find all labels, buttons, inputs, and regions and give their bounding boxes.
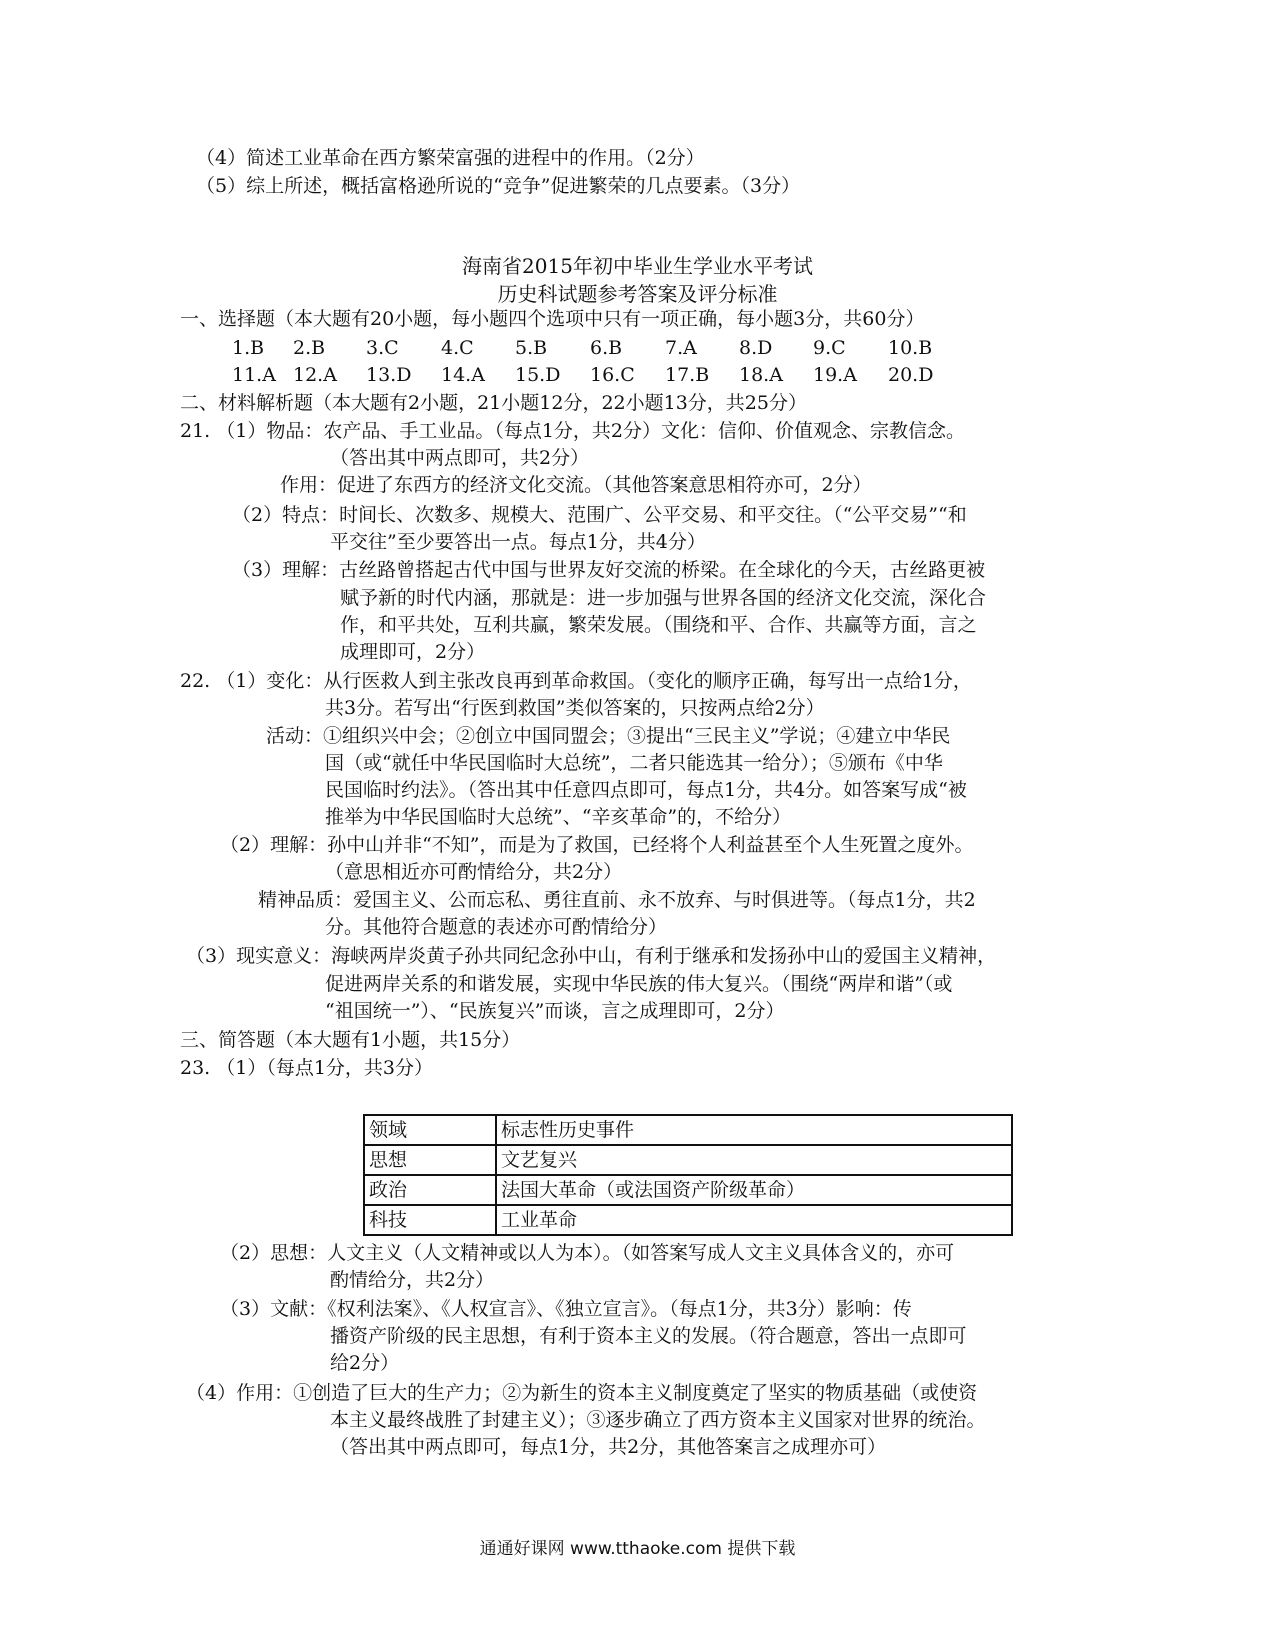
q22-line: （2）理解：孙中山并非“不知”，而是为了救国，已经将个人利益甚至个人生死置之度外。 (220, 834, 974, 856)
footer-source: 通通好课网 www.tthaoke.com 提供下载 (479, 1539, 796, 1559)
answer-item: 20.D (888, 364, 934, 386)
q21-line: （2）特点：时间长、次数多、规模大、范围广、公平交易、和平交往。（“公平交易”“和 (232, 504, 967, 526)
q23-intro: 23. （1）（每点1分，共3分） (180, 1057, 434, 1079)
q23-line: （2）思想：人文主义（人文精神或以人为本）。（如答案写成人文主义具体含义的，亦可 (220, 1242, 955, 1264)
answer-item: 17.B (665, 364, 710, 386)
q21-line: （答出其中两点即可，共2分） (330, 447, 590, 469)
section1-heading: 一、选择题（本大题有20小题，每小题四个选项中只有一项正确，每小题3分，共60分） (180, 308, 925, 330)
table-row (364, 1145, 1012, 1175)
q21-line: 作，和平共处，互利共赢，繁荣发展。（围绕和平、合作、共赢等方面，言之 (340, 614, 977, 636)
table-row (364, 1205, 1012, 1235)
answer-item: 2.B (293, 337, 326, 359)
section3-heading: 三、简答题（本大题有1小题，共15分） (180, 1029, 521, 1051)
answer-item: 1.B (232, 337, 265, 359)
q21-line: 成理即可，2分） (340, 641, 486, 663)
answer-item: 16.C (590, 364, 635, 386)
table-header-cell: 领域 (364, 1115, 496, 1145)
answer-item: 5.B (515, 337, 548, 359)
page-title: 海南省2015年初中毕业生学业水平考试 (462, 254, 813, 278)
q21-line: 作用：促进了东西方的经济文化交流。（其他答案意思相符亦可，2分） (280, 474, 872, 496)
q21-line: （3）理解：古丝路曾搭起古代中国与世界友好交流的桥梁。在全球化的今天，古丝路更被 (232, 559, 986, 581)
answer-item: 15.D (515, 364, 561, 386)
question-5-text: （5）综上所述，概括富格逊所说的“竞争”促进繁荣的几点要素。（3分） (196, 175, 801, 197)
table-row (364, 1175, 1012, 1205)
q23-line: 播资产阶级的民主思想，有利于资本主义的发展。（符合题意，答出一点即可 (330, 1325, 967, 1347)
answer-item: 10.B (888, 337, 933, 359)
history-events-table (363, 1114, 1013, 1236)
answer-item: 19.A (813, 364, 857, 386)
answer-item: 11.A (232, 364, 276, 386)
answer-item: 13.D (366, 364, 412, 386)
question-4-text: （4）简述工业革命在西方繁荣富强的进程中的作用。（2分） (196, 147, 705, 169)
answer-item: 8.D (739, 337, 773, 359)
q22-line: 促进两岸关系的和谐发展，实现中华民族的伟大复兴。（围绕“两岸和谐”（或 (325, 973, 953, 995)
table-cell: 工业革命 (496, 1205, 1012, 1235)
q21-line: 21. （1）物品：农产品、手工业品。（每点1分，共2分）文化：信仰、价值观念、宗教信念。 (180, 420, 966, 442)
q21-line: 平交往”至少要答出一点。每点1分，共4分） (330, 531, 706, 553)
table-cell: 政治 (364, 1175, 496, 1205)
q22-line: （3）现实意义：海峡两岸炎黄子孙共同纪念孙中山，有利于继承和发扬孙中山的爱国主义精神， (186, 945, 997, 967)
q23-line: 给2分） (330, 1352, 400, 1374)
section2-heading: 二、材料解析题（本大题有2小题，21小题12分，22小题13分，共25分） (180, 392, 807, 414)
q23-line: （4）作用：①创造了巨大的生产力；②为新生的资本主义制度奠定了坚实的物质基础（或使资 (186, 1382, 978, 1404)
answer-item: 18.A (739, 364, 783, 386)
q23-line: （答出其中两点即可，每点1分，共2分，其他答案言之成理亦可） (330, 1436, 887, 1458)
answer-item: 12.A (293, 364, 337, 386)
answer-item: 4.C (441, 337, 474, 359)
q23-line: 酌情给分，共2分） (330, 1269, 495, 1291)
q22-line: 国（或“就任中华民国临时大总统”，二者只能选其一给分）；⑤颁布《中华 (325, 752, 943, 774)
table-cell: 文艺复兴 (496, 1145, 1012, 1175)
page-subtitle: 历史科试题参考答案及评分标准 (497, 282, 778, 306)
answer-item: 3.C (366, 337, 399, 359)
table-header-cell: 标志性历史事件 (496, 1115, 1012, 1145)
q22-line: 22. （1）变化：从行医救人到主张改良再到革命救国。（变化的顺序正确，每写出一点给1分， (180, 670, 972, 692)
q22-line: 活动：①组织兴中会；②创立中国同盟会；③提出“三民主义”学说；④建立中华民 (266, 725, 951, 747)
answer-item: 9.C (813, 337, 846, 359)
answer-item: 14.A (441, 364, 485, 386)
table-header-row (364, 1115, 1012, 1145)
q22-line: “祖国统一”）、“民族复兴”而谈，言之成理即可，2分） (325, 1000, 785, 1022)
answer-item: 6.B (590, 337, 623, 359)
answer-item: 7.A (665, 337, 697, 359)
table-cell: 法国大革命（或法国资产阶级革命） (496, 1175, 1012, 1205)
q22-line: 分。其他符合题意的表述亦可酌情给分） (325, 916, 668, 938)
table-cell: 科技 (364, 1205, 496, 1235)
table-cell: 思想 (364, 1145, 496, 1175)
q23-line: 本主义最终战胜了封建主义）；③逐步确立了西方资本主义国家对世界的统治。 (330, 1409, 986, 1431)
q22-line: 推举为中华民国临时大总统”、“辛亥革命”的，不给分） (325, 806, 792, 828)
q22-line: （意思相近亦可酌情给分，共2分） (325, 861, 623, 883)
q21-line: 赋予新的时代内涵，那就是：进一步加强与世界各国的经济文化交流，深化合 (340, 587, 987, 609)
q22-line: 精神品质：爱国主义、公而忘私、勇往直前、永不放弃、与时俱进等。（每点1分，共2 (258, 889, 976, 911)
q23-line: （3）文献：《权利法案》、《人权宣言》、《独立宣言》。（每点1分，共3分）影响：传 (220, 1298, 912, 1320)
q22-line: 民国临时约法》。（答出其中任意四点即可，每点1分，共4分。如答案写成“被 (325, 779, 967, 801)
q22-line: 共3分。若写出“行医到救国”类似答案的，只按两点给2分） (325, 697, 825, 719)
